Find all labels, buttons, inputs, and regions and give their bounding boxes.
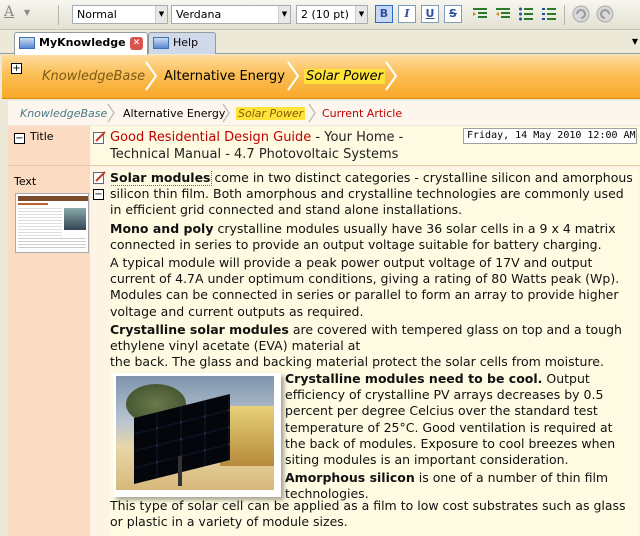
text-color-icon: A — [4, 4, 15, 20]
paragraph-text: come in two distinct categories - crystalline silicon and amorphous silicon thin film. Both amorphous and crystalline technologies are commonly used in efficient grid connected and stand alone installations. — [110, 170, 633, 218]
style-select-value: Normal — [77, 8, 117, 21]
paragraph-continuation — [110, 498, 638, 530]
collapse-icon[interactable]: − — [94, 189, 103, 200]
font-select[interactable] — [171, 5, 291, 24]
text-color-button[interactable]: A ▼ — [4, 4, 31, 20]
title-link[interactable]: Good Residential Design Guide — [110, 130, 312, 145]
undo-icon[interactable] — [572, 5, 590, 23]
paragraph — [110, 170, 638, 219]
outdent-icon[interactable] — [495, 6, 511, 22]
breadcrumb-item-alternative-energy[interactable]: Alternative Energy — [123, 107, 226, 120]
date-field[interactable]: Friday, 14 May 2010 12:00 AM — [463, 128, 637, 144]
bold-text: Solar modules — [110, 170, 211, 185]
chevron-right-icon — [144, 61, 158, 91]
edit-icon[interactable] — [93, 171, 106, 184]
chevron-right-icon — [384, 61, 398, 91]
tab-label: MyKnowledge — [39, 36, 126, 49]
paragraph — [110, 221, 638, 253]
chevron-down-icon: ▼ — [278, 6, 290, 23]
edit-icon[interactable] — [93, 131, 106, 144]
breadcrumb-item-solar-power[interactable]: Solar Power — [306, 69, 384, 84]
chevron-right-icon — [307, 103, 317, 123]
paragraph-text: Output efficiency of crystalline PV arrays decreases by 0.5 percent per degree Celcius over the standard test temperature of 25°C. Good ventilation is required at the back of modules. Exposure to cool breezes when siting modules is an important consideration. — [285, 371, 616, 468]
font-select-value: Verdana — [176, 8, 222, 21]
italic-button[interactable]: I — [398, 5, 416, 23]
chevron-right-icon — [106, 103, 116, 123]
solar-panel-image — [116, 376, 274, 490]
document-icon — [153, 37, 169, 49]
title-label-text: Title — [30, 130, 54, 143]
tab-label: Help — [173, 36, 199, 49]
document-icon — [19, 37, 35, 49]
paragraph-text: This type of solar cell can be applied as a film to low cost substrates such as glass or plastic in a variety of module sizes. — [110, 498, 626, 530]
tab-help[interactable] — [148, 32, 216, 54]
paragraph-text: crystalline modules usually have 36 solar cells in a 9 x 4 matrix connected in series to provide an output voltage suitable for battery charging. — [110, 220, 616, 252]
floated-paragraphs — [285, 371, 637, 505]
breadcrumb-item-alternative-energy[interactable]: Alternative Energy — [164, 69, 285, 84]
breadcrumb-item-knowledgebase[interactable]: KnowledgeBase — [42, 69, 146, 84]
title-field[interactable] — [110, 129, 455, 163]
bold-text: Crystalline modules need to be cool. — [285, 371, 543, 386]
strikethrough-button[interactable]: S — [444, 5, 462, 23]
title-rest: - Your Home - Technical Manual - 4.7 Photovoltaic Systems — [110, 130, 404, 162]
style-select[interactable] — [72, 5, 168, 24]
chevron-right-icon — [221, 103, 231, 123]
breadcrumb-sub — [8, 101, 640, 125]
solar-panel-photo[interactable] — [113, 373, 281, 497]
toolbar-separator — [564, 5, 565, 25]
paragraph-text: the back. The glass and backing material protect the solar cells from moisture. — [110, 354, 604, 370]
bold-text: Crystalline solar modules — [110, 321, 289, 337]
chevron-right-icon — [286, 61, 300, 91]
paragraph — [110, 255, 638, 320]
bold-button[interactable]: B — [375, 5, 393, 23]
indent-icon[interactable] — [472, 6, 488, 22]
toolbar-separator — [58, 5, 59, 25]
breadcrumb-main — [2, 55, 640, 99]
article-body[interactable] — [110, 170, 638, 536]
size-select[interactable] — [296, 5, 368, 24]
formatting-toolbar — [0, 0, 640, 30]
redo-icon[interactable] — [596, 5, 614, 23]
tab-myknowledge[interactable] — [14, 32, 148, 55]
size-select-value: 2 (10 pt) — [301, 8, 349, 21]
breadcrumb-item-knowledgebase[interactable]: KnowledgeBase — [20, 107, 108, 120]
paragraph-text: is one of a number of thin film technologies. — [285, 470, 609, 502]
text-field-label: Text — [14, 175, 37, 188]
breadcrumb-item-solar-power[interactable]: Solar Power — [238, 107, 304, 120]
bold-text: Mono and poly — [110, 220, 214, 236]
tab-strip — [0, 30, 640, 54]
chevron-down-icon: ▼ — [155, 6, 167, 23]
bullet-list-icon[interactable] — [518, 6, 534, 22]
paragraph — [285, 371, 637, 468]
close-icon[interactable]: ✕ — [130, 37, 143, 50]
bold-text: Amorphous silicon — [285, 470, 415, 486]
paragraph-text: are covered with tempered glass on top and a tough ethylene vinyl acetate (EVA) material at — [110, 321, 622, 354]
expand-icon[interactable]: + — [12, 63, 21, 74]
tab-menu-icon[interactable]: ▼ — [631, 37, 638, 46]
title-field-label — [14, 130, 54, 144]
paragraph — [110, 322, 638, 371]
article-thumbnail[interactable] — [15, 193, 89, 253]
paragraph-text: A typical module will provide a peak power output voltage of 17V and output current of 4.7A under optimum conditions, giving a rating of 80 Watts peak (Wp). Modules can be connected in series or parallel to form an array to provide higher voltage and current outputs as required. — [110, 255, 620, 319]
field-divider — [8, 165, 640, 166]
numbered-list-icon[interactable] — [541, 6, 557, 22]
breadcrumb-item-current-article: Current Article — [322, 107, 403, 120]
collapse-icon[interactable]: − — [15, 133, 24, 144]
chevron-down-icon: ▼ — [355, 6, 367, 23]
underline-button[interactable]: U — [421, 5, 439, 23]
